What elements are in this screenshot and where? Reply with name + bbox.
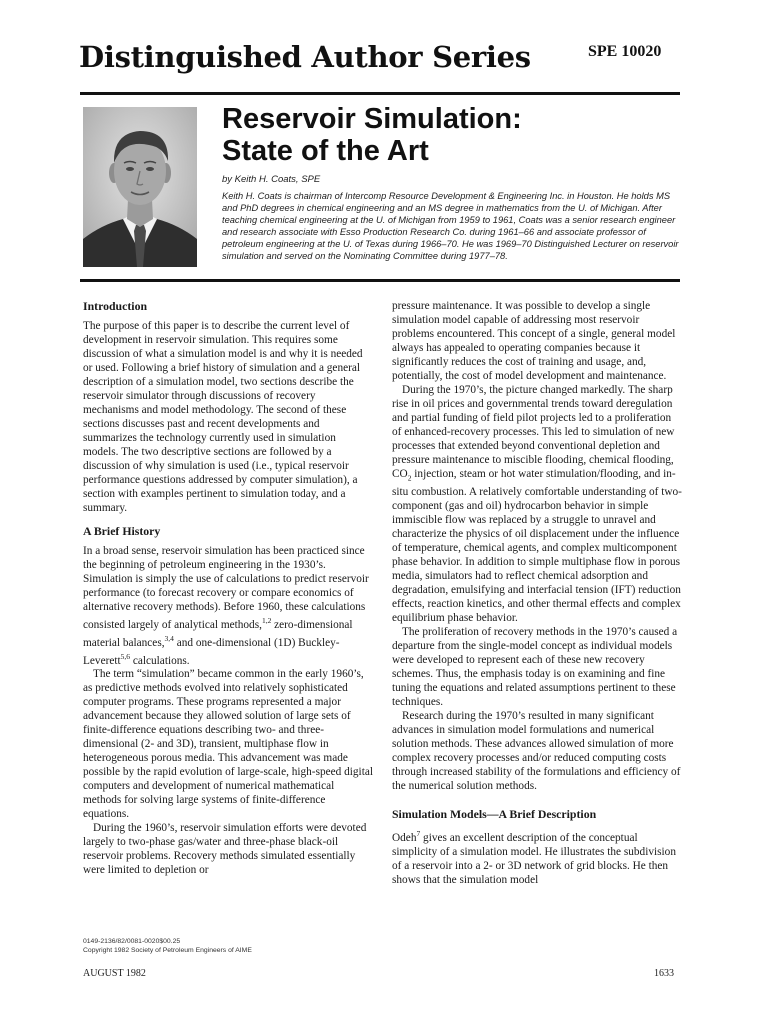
article-title-line2: State of the Art [222,135,429,167]
history-text-a: In a broad sense, reservoir simulation has been practiced since the beginning of petroleum engineering in the 1930’s. Simulation is simply the use of calculations to predict reservoir performance (to forecast recovery or compare economics of alternative recovery methods). Before 1960, these calculations consisted largely of analytical methods, [83,545,369,631]
models-text-b: gives an excellent description of the conceptual simplicity of a simulation model. He illustrates the subdivision of a reservoir into a 2- or 3D network of grid blocks. He then shows that the simulation model [392,832,676,887]
models-paragraph [392,827,682,887]
header-rule [80,279,680,282]
introduction-paragraph: The purpose of this paper is to describe the current level of development in reservoir simulation. This requires some discussion of what a simulation model is and why it is needed or used. Following a brief history of simulation and a general description of a simulation model, two sections describe the reservoir simulator through discussions of recovery mechanisms and model methodology. The second of these sections discusses past and recent developments and summarizes the technology currently used in simulation models. The two descriptive sections are followed by a discussion of why simulation is used (i.e., typical reservoir performance questions addressed by computer simulation), a section with examples pertinent to simulation today, and a summary. [83,320,363,514]
series-title: Distinguished Author Series [79,40,531,74]
history-paragraph-3: During the 1960’s, reservoir simulation efforts were devoted largely to two-phase gas/water and three-phase black-oil reservoir problems. Recovery methods simulated essentially were limited to depletion or [83,822,367,877]
article-title [222,103,682,167]
footnote-code: 0149-2136/82/0081-0020$00.25 [83,938,181,945]
right-column [392,299,682,887]
history-paragraph-1 [83,544,373,667]
models-heading: Simulation Models—A Brief Description [392,807,597,822]
history-ref-2: 3,4 [164,633,174,643]
paragraph-1970s-b: injection, steam or hot water stimulation/flooding, and in-situ combustion. A relatively comfortable understanding of two-component (gas and oil) hydrocarbon behavior in simple immiscible flow was replaced by a struggle to unravel and characterize the physics of oil displacement under the influence of temperature, chemical agents, and complex multicomponent phase behavior. In addition to simple multiphase flow in porous media, simulators had to reflect chemical adsorption and degradation, emulsifying and interfacial tension (IFT) reduction effects, reaction kinetics, and other thermal effects and complex equilibrium phase behavior. [392,468,682,625]
history-paragraph-2: The term “simulation” became common in the early 1960’s, as predictive methods evolved into relatively sophisticated computer programs. These programs represented a major advancement because they allowed solution of large sets of finite-difference equations describing two- and three-dimensional (2- and 3D), transient, multiphase flow in heterogeneous porous media. This advancement was made possible by the rapid evolution of large-scale, high-speed digital computers and development of numerical mathematical methods for solving large systems of finite-difference equations. [83,668,373,821]
paragraph-research: Research during the 1970’s resulted in many significant advances in simulation model formulations and numerical solution methods. These advances allowed simulation of more complex recovery processes and/or reduced computing costs through increased stability of the formulations and efficiency of the numerical solution methods. [392,710,681,793]
history-ref-1: 1,2 [261,616,272,625]
top-rule [80,92,680,95]
author-portrait [83,107,197,267]
continued-paragraph: pressure maintenance. It was possible to develop a single simulation model capable of addressing most reservoir problems encountered. This concept of a single, general model always has appealed to operating companies because it significantly reduces the cost of training and usage, and, potentially, the cost of model development and maintenance. [392,300,676,382]
paragraph-1970s [392,383,682,625]
article-header [222,103,682,262]
copyright-footnote [83,937,252,955]
issue-date: AUGUST 1982 [83,968,146,979]
models-ref: 7 [416,829,421,839]
author-bio: Keith H. Coats is chairman of Intercomp Resource Development & Engineering Inc. in Houston. He holds MS and PhD degrees in chemical engineering and an MS degree in mathematics from the U. of Michigan. After teaching chemical engineering at the U. of Michigan from 1959 to 1961, Coats was a senior research engineer and research associate with Esso Production Research Co. during 1961–66 and associate professor of petroleum engineering at the U. of Texas during 1966–70. He was 1969–70 Distinguished Lecturer on reservoir simulation and served on the Nominating Committee during 1977–78. [222,191,679,261]
page-number: 1633 [654,968,674,979]
introduction-heading: Introduction [83,299,148,313]
paragraph-proliferation: The proliferation of recovery methods in the 1970’s caused a departure from the single-model concept as individual models were developed to represent each of these new recovery schemes. Thus, the emphasis today is on examining and fine tuning the equations and related assumptions pertinent to these techniques. [392,626,678,709]
portrait-image [83,107,197,267]
history-text-b: zero-dimensional material balances, [83,618,353,649]
left-column [83,299,373,877]
paragraph-1970s-a: During the 1970’s, the picture changed markedly. The sharp rise in oil prices and governmental trends toward deregulation and partial funding of field pilot projects led to a proliferation of enhanced-recovery processes. This led to simulation of new processes that extended beyond conventional depletion and pressure maintenance to miscible flooding, chemical flooding, CO [392,384,675,480]
history-text-c: and one-dimensional (1D) Buckley-Leverett [83,636,340,667]
models-text-a: Odeh [392,832,417,845]
article-title-line1: Reservoir Simulation: [222,103,522,135]
co2-subscript: 2 [407,473,412,483]
history-heading: A Brief History [83,524,161,538]
history-text-d: calculations. [130,654,190,667]
history-ref-3: 5,6 [120,651,131,661]
spe-number: SPE 10020 [588,43,662,60]
byline: by Keith H. Coats, SPE [222,174,321,185]
footnote-copyright: Copyright 1982 Society of Petroleum Engineers of AIME [83,947,252,954]
